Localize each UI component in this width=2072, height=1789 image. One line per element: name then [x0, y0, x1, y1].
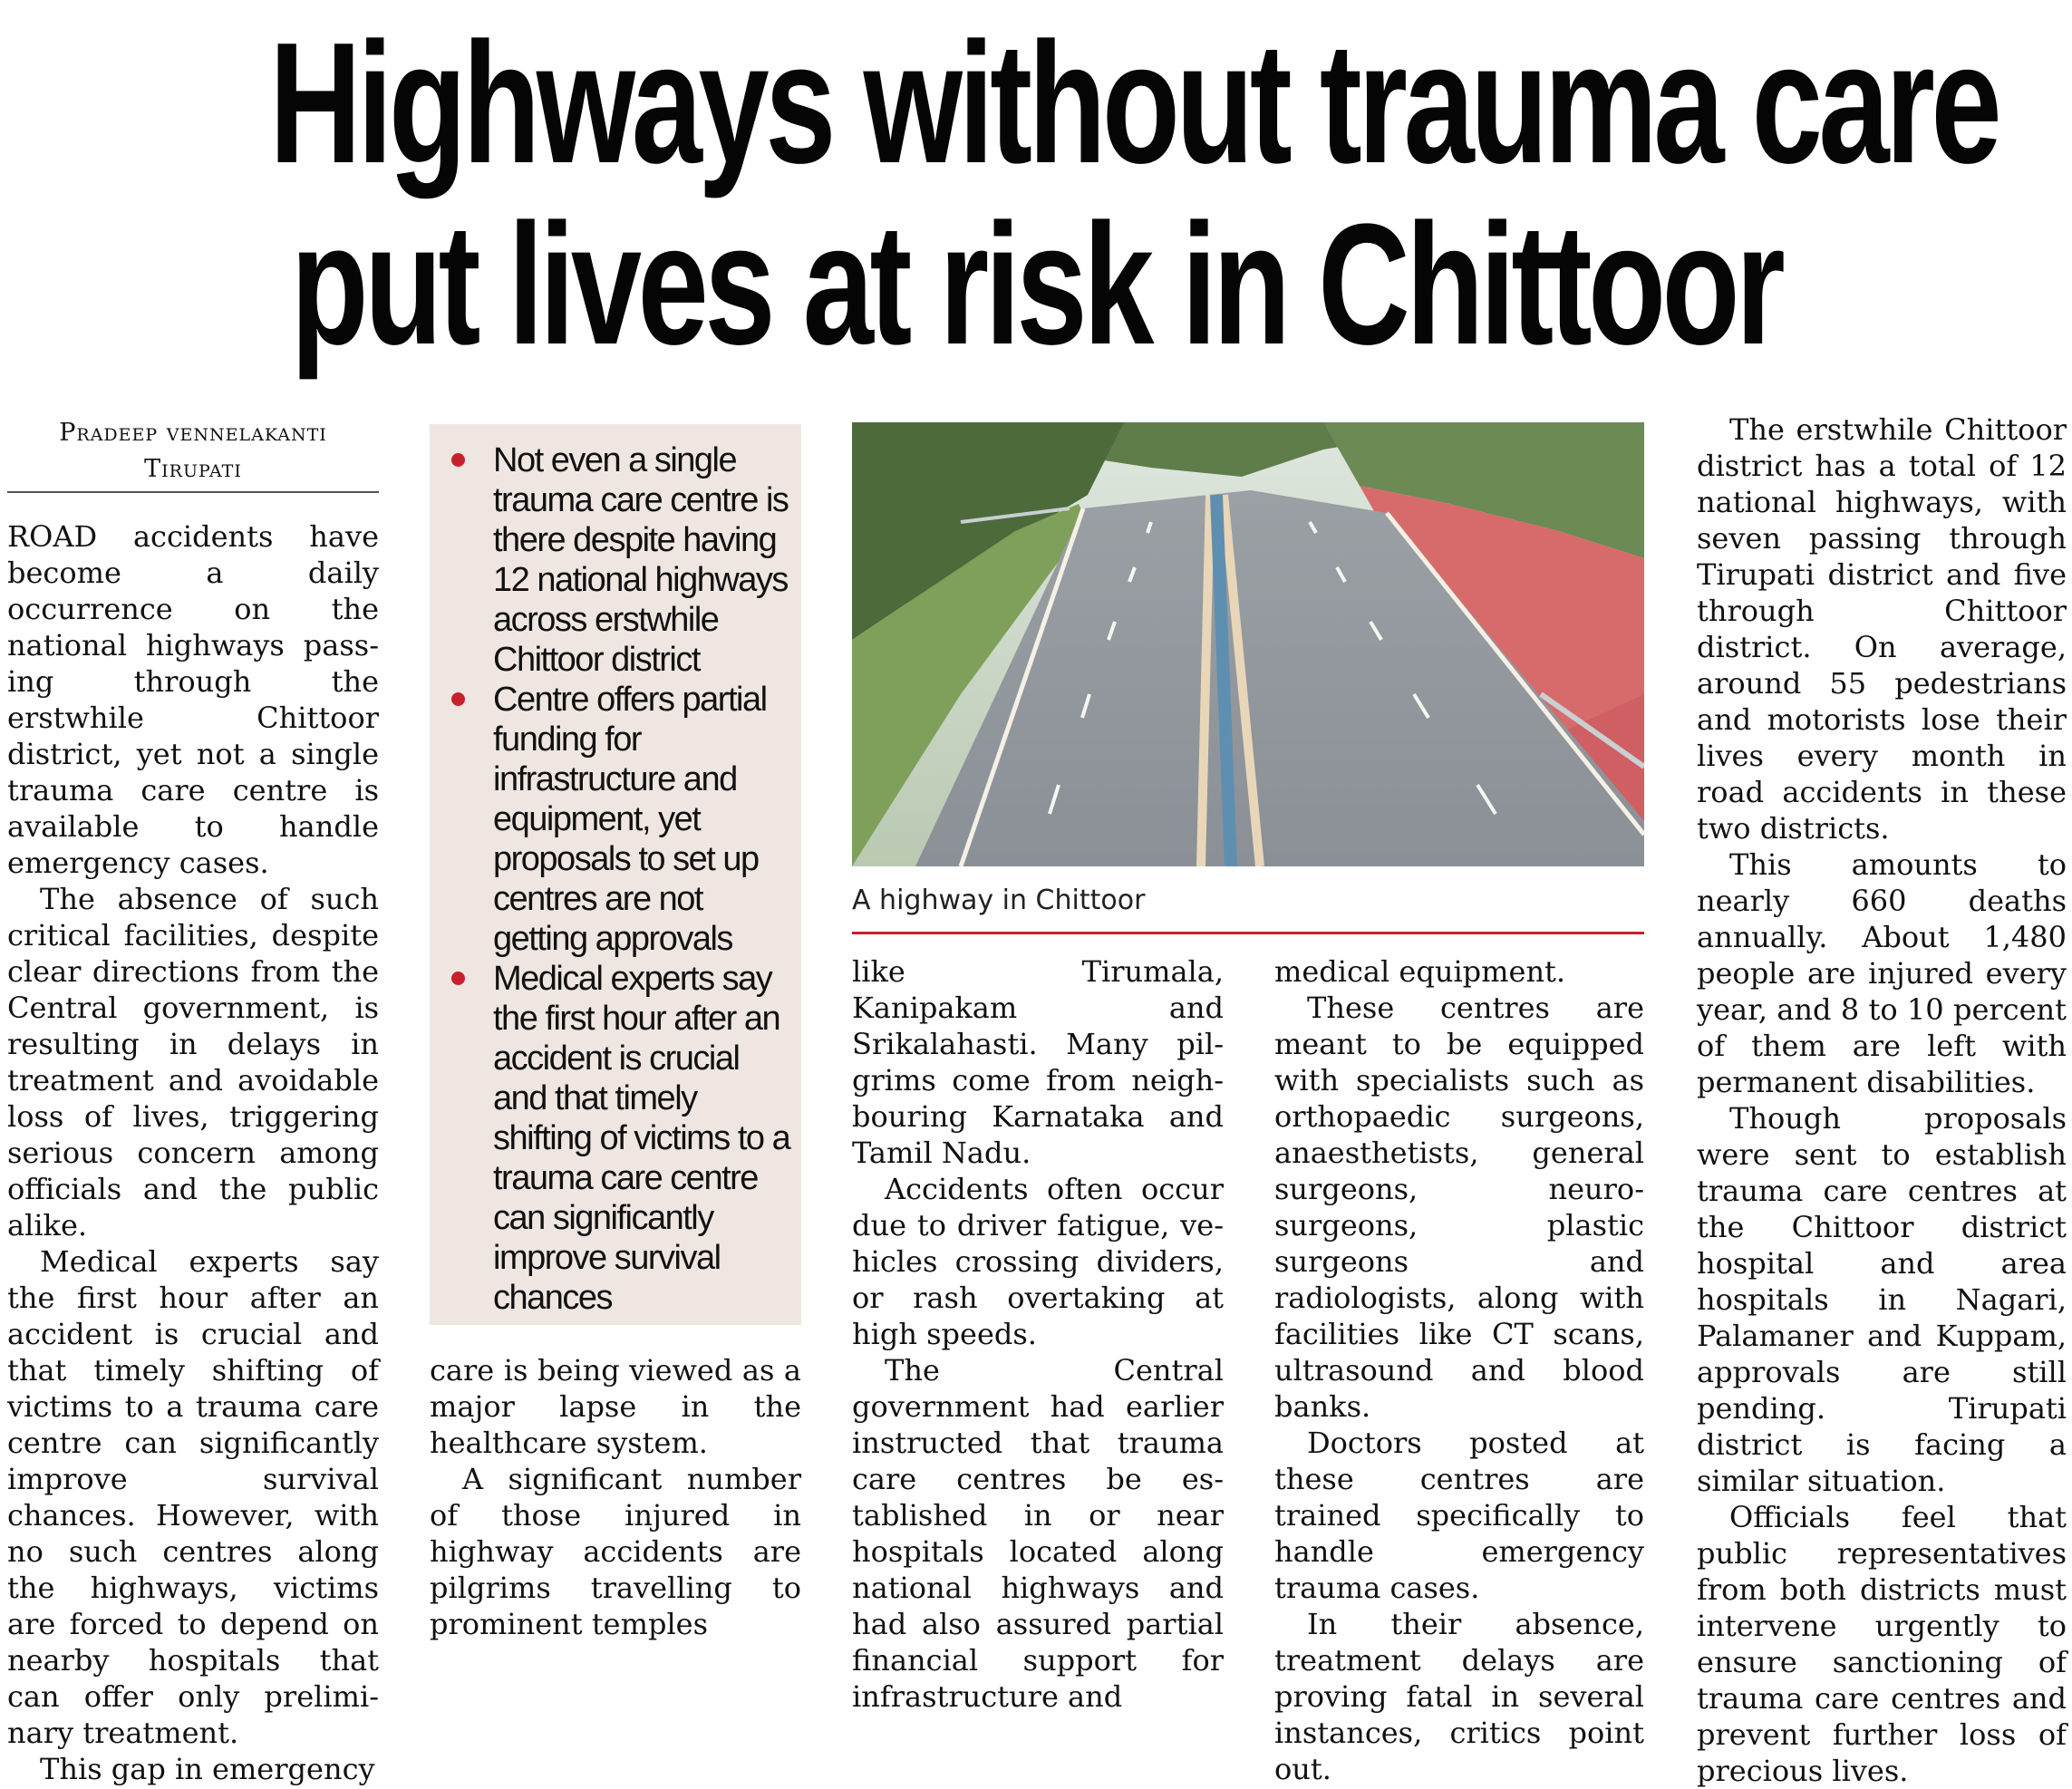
highlights-box: [430, 424, 801, 1325]
paragraph: The erstwhile Chittoor district has a total of 12 national highways, with seven passing through Tirupati district and five through Chittoor district. On average, around 55 pedestrians and motorists lose their lives every month in road accidents in these two districts.: [1697, 412, 2067, 846]
photo-caption: A highway in Chittoor: [852, 885, 1146, 916]
article-column-3: [852, 953, 1224, 1715]
paragraph: This amounts to nearly 660 deaths annually. About 1,480 people are injured every year, and 8 to 10 percent of them are left with permanent disabilities.: [1697, 847, 2067, 1099]
bullet-icon: [451, 453, 465, 467]
paragraph: A significant number of those injured in highway accidents are pilgrims travelling to prominent temples: [430, 1462, 801, 1641]
paragraph: This gap in emergency: [40, 1752, 375, 1786]
paragraph: Doctors posted at these centres are trained specifically to handle emergency trauma cases.: [1274, 1426, 1644, 1605]
paragraph: In their absence, treatment delays are proving fatal in several instances, critics point out.: [1274, 1607, 1644, 1786]
byline-author: Pradeep vennelakanti: [59, 419, 327, 447]
article-column-5: [1697, 411, 2067, 1789]
highlight-item: [493, 959, 792, 1318]
byline: [7, 415, 379, 488]
highlight-item: [493, 680, 792, 959]
article-column-4: [1274, 953, 1644, 1787]
byline-location: Tirupati: [144, 455, 242, 483]
paragraph: care is being viewed as a major lapse in the healthcare system.: [430, 1353, 801, 1460]
paragraph: The Central government had earlier instructed that trauma care centres be established in or near hospitals located along national highways and had also assured partial financial support for infrastructure and: [852, 1353, 1224, 1714]
bullet-icon: [451, 692, 465, 706]
article-column-1: [7, 518, 379, 1787]
paragraph: Officials feel that public representatives from both districts must intervene urgently to ensure sanctioning of trauma care centres and prevent further loss of precious lives.: [1697, 1500, 2067, 1788]
paragraph: like Tirumala, Kanipakam and Srikalahasti. Many pilgrims come from neighbouring Karnataka and Tamil Nadu.: [852, 954, 1224, 1170]
article-column-2: [430, 1352, 801, 1642]
caption-divider: [852, 932, 1644, 934]
byline-divider: [7, 491, 379, 493]
headline: [269, 7, 1999, 381]
paragraph: Medical experts say the first hour after an accident is crucial and that timely shifting of victims to a trauma care centre can significantly improve survival chances. However, with no such centres along the highways, victims are forced to depend on nearby hospitals that can offer only preliminary treatment.: [7, 1244, 379, 1750]
highlight-text: Not even a single trauma care centre is there despite having 12 national highways across erstwhile Chittoor district: [493, 441, 789, 679]
headline-line-1: Highways without trauma care: [269, 7, 1999, 199]
bullet-icon: [451, 972, 465, 985]
paragraph: The absence of such critical facilities, despite clear directions from the Central government, is resulting in delays in treatment and avoidable loss of lives, triggering serious concern among officials and the public alike.: [7, 882, 379, 1243]
highlight-text: Medical experts say the first hour after an accident is crucial and that timely shifting of victims to a trauma care centre can significantly improve survival chances: [493, 960, 790, 1317]
paragraph: ROAD accidents have become a daily occurrence on the national highways passing through the erstwhile Chittoor district, yet not a single trauma care centre is available to handle emergency cases.: [7, 519, 379, 880]
paragraph: medical equipment.: [1274, 954, 1566, 989]
highway-photo: [852, 422, 1644, 866]
paragraph: Though proposals were sent to establish trauma care centres at the Chittoor district hospital and area hospitals in Nagari, Palamaner and Kuppam, approvals are still pending. Tirupati district is facing a similar situation.: [1697, 1101, 2067, 1498]
headline-line-2: put lives at risk in Chittoor: [290, 189, 1782, 381]
highlight-item: [493, 440, 792, 680]
highway-illustration: [852, 422, 1644, 866]
paragraph: These centres are meant to be equipped with specialists such as orthopaedic surgeons, anaesthetists, general surgeons, neurosurgeons, plastic surgeons and radiologists, along with facilities like CT scans, ultrasound and blood banks.: [1274, 991, 1644, 1424]
paragraph: Accidents often occur due to driver fatigue, vehicles crossing dividers, or rash overtaking at high speeds.: [852, 1172, 1224, 1351]
highlight-text: Centre offers partial funding for infrastructure and equipment, yet proposals to set up centres are not getting approvals: [493, 681, 767, 958]
